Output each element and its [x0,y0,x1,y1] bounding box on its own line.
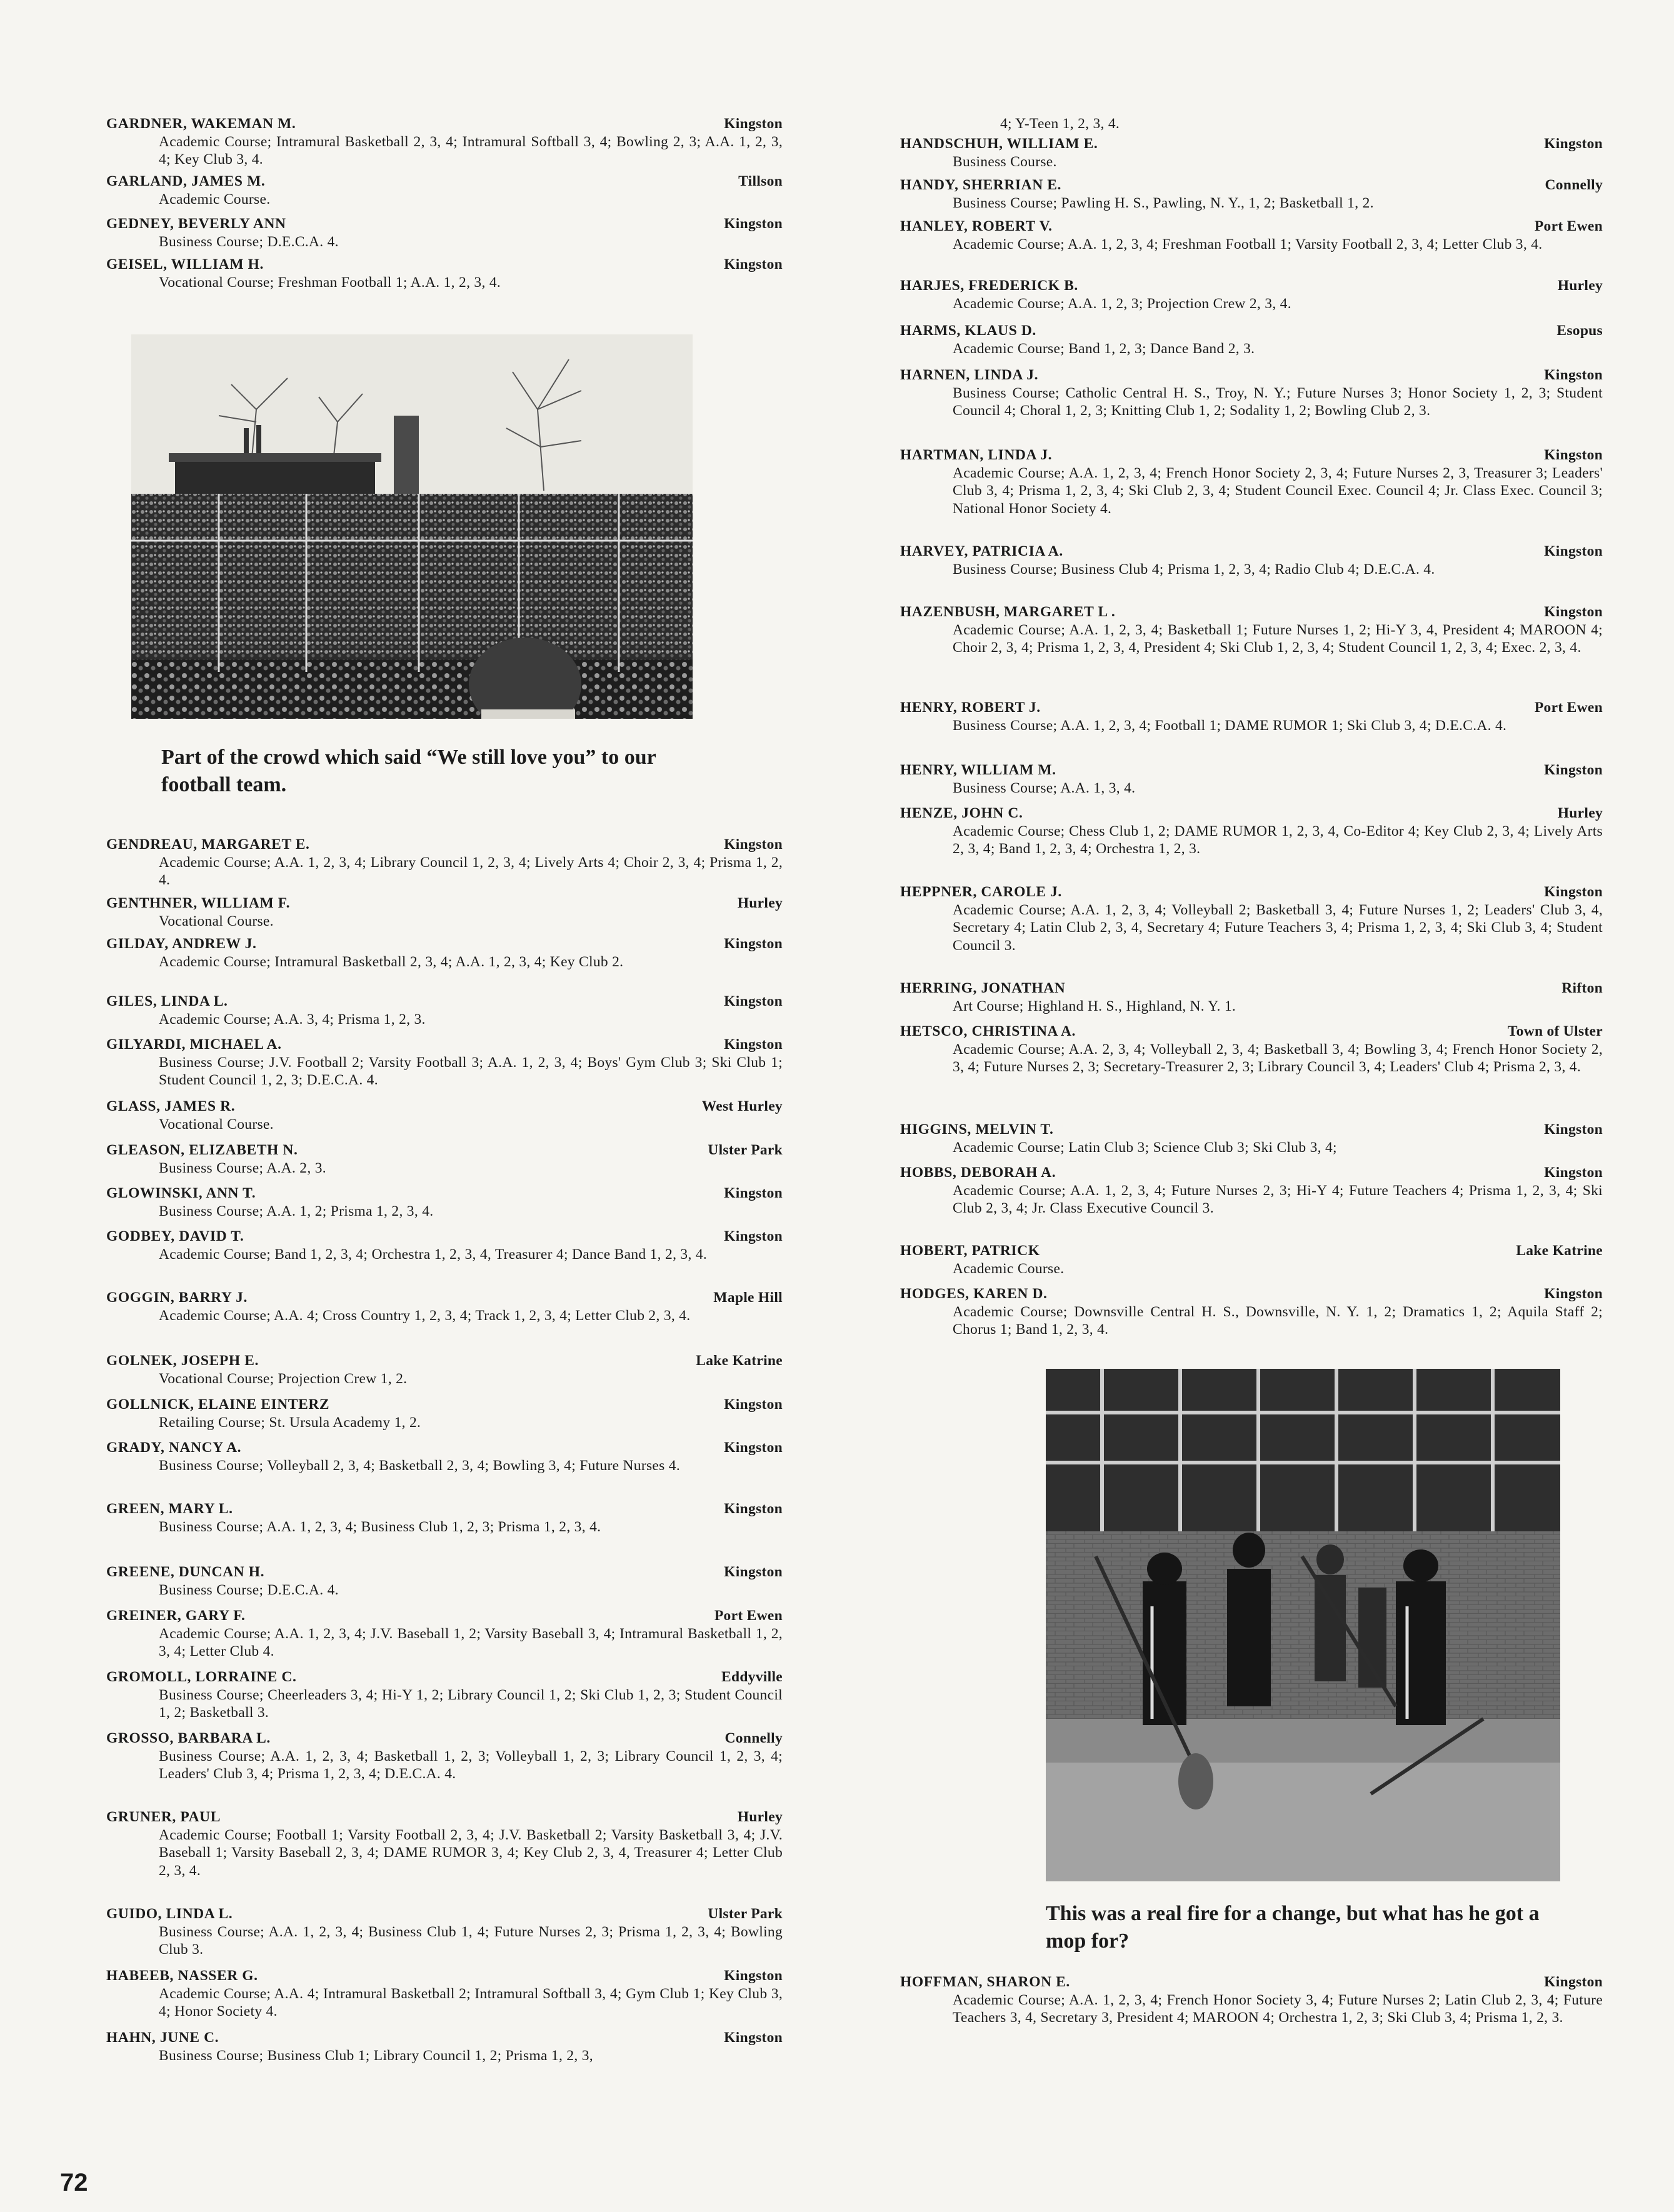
student-entry [106,256,783,291]
student-town: Town of Ulster [1507,1023,1603,1039]
student-activities: Academic Course; A.A. 1, 2, 3, 4; Basketball 1; Future Nurses 1, 2; Hi-Y 3, 4, President 4; MAROON 4; Choir 2, 3, 4; Prisma 1, 2, 3, 4, President 4; Ski Club 1, 2, 3, 4; Student Council 1, 2, 3, 4; Exec. 2, 3, 4. [953,621,1603,656]
student-town: Hurley [737,1809,783,1825]
student-entry [106,1228,783,1263]
student-entry [106,1439,783,1474]
student-name: HARTMAN, LINDA J. [900,447,1053,463]
student-entry [106,1729,783,1783]
student-activities: Academic Course. [159,191,271,208]
fire-parade-photo [1046,1369,1560,1881]
student-town: Kingston [1544,543,1603,559]
student-entry [900,135,1603,171]
student-name: GOLLNICK, ELAINE EINTERZ [106,1396,330,1413]
student-town: Kingston [724,1185,783,1201]
student-name: GARLAND, JAMES M. [106,173,266,189]
student-town: Esopus [1556,323,1603,339]
student-entry [106,1808,783,1879]
student-activities: Vocational Course. [159,913,274,929]
student-activities: Academic Course; Intramural Basketball 2, 3, 4; Intramural Softball 3, 4; Bowling 2, 3; A.A. 1, 2, 3, 4; Key Club 3, 4. [159,133,783,168]
student-name: HARJES, FREDERICK B. [900,278,1078,294]
student-entry [900,979,1603,1015]
student-town: Kingston [724,1228,783,1244]
student-name: HARMS, KLAUS D. [900,323,1036,339]
student-name: HABEEB, NASSER G. [106,1968,258,1984]
student-name: GARDNER, WAKEMAN M. [106,116,296,132]
student-name: HAHN, JUNE C. [106,2029,219,2046]
student-activities: Academic Course; A.A. 1, 2, 3, 4; Volleyball 2; Basketball 3, 4; Future Nurses 1, 2; Leaders' Club 3, 4, Secretary 4; Latin Club 2, 3, 4, Secretary 4; Future Teachers 3, 4; Prisma 1, 2, 3, 4; Ski Club 3, 4; Student Council 3. [953,901,1603,954]
student-town: Kingston [724,2029,783,2046]
student-activities: Business Course; Cheerleaders 3, 4; Hi-Y 1, 2; Library Council 1, 2; Ski Club 1, 2, 3; Student Council 1, 2; Basketball 3. [159,1686,783,1721]
student-town: Lake Katrine [696,1353,783,1369]
student-town: Kingston [724,1439,783,1456]
student-town: Port Ewen [714,1608,783,1624]
student-entry [900,603,1603,657]
student-activities: Academic Course; A.A. 3, 4; Prisma 1, 2, 3. [159,1011,426,1028]
student-town: Kingston [1544,367,1603,383]
student-activities: Academic Course; A.A. 1, 2, 3, 4; Freshman Football 1; Varsity Football 2, 3, 4; Letter Club 3, 4. [953,236,1543,253]
student-name: GODBEY, DAVID T. [106,1228,244,1244]
student-name: HENZE, JOHN C. [900,805,1023,821]
student-entry [900,883,1603,954]
student-entry [900,1121,1603,1156]
student-name: GRADY, NANCY A. [106,1439,242,1456]
student-name: HARNEN, LINDA J. [900,367,1039,383]
student-name: GROMOLL, LORRAINE C. [106,1669,297,1685]
student-activities: Business Course; A.A. 1, 2; Prisma 1, 2, 3, 4. [159,1203,434,1219]
student-entry [900,761,1603,797]
student-activities: Academic Course; A.A. 1, 2, 3, 4; Library Council 1, 2, 3, 4; Lively Arts 4; Choir 2, 3, 4; Prisma 1, 2, 4. [159,854,783,888]
student-town: Kingston [724,1968,783,1984]
student-name: GREEN, MARY L. [106,1501,233,1517]
student-activities: Academic Course; A.A. 1, 2, 3, 4; French Honor Society 3, 4; Future Nurses 2; Latin Club 2, 3, 4; Future Teachers 3, 4, Secretary 3, President 4; MAROON 4; Orchestra 1, 2, 3; Ski Club 3, 4; Prisma 1, 2, 3. [953,1991,1603,2026]
student-town: Hurley [1557,278,1603,294]
student-activities: Academic Course; A.A. 2, 3, 4; Volleyball 2, 3, 4; Basketball 3, 4; Bowling 3, 4; French Honor Society 2, 3, 4; Future Nurses 2, 3; Secretary-Treasurer 2, 3; Library Council 3, 4; Leaders' Club 4; Prisma 2, 3, 4. [953,1041,1603,1075]
student-entry [900,277,1603,313]
student-entry [106,215,783,251]
student-town: Port Ewen [1534,699,1603,716]
student-name: GUIDO, LINDA L. [106,1906,233,1922]
student-town: Kingston [1544,884,1603,900]
student-entry [106,173,783,208]
student-activities: Vocational Course. [159,1116,274,1133]
student-name: HODGES, KAREN D. [900,1286,1048,1302]
student-name: HANLEY, ROBERT V. [900,218,1053,234]
student-name: GROSSO, BARBARA L. [106,1730,271,1746]
student-town: Kingston [724,936,783,952]
student-town: Kingston [724,1036,783,1053]
student-activities: Business Course; D.E.C.A. 4. [159,233,339,250]
student-name: HAZENBUSH, MARGARET L . [900,604,1116,620]
student-activities: Business Course; A.A. 1, 2, 3, 4; Business Club 1, 2, 3; Prisma 1, 2, 3, 4. [159,1518,601,1535]
student-name: GLEASON, ELIZABETH N. [106,1142,298,1158]
student-entry [900,1023,1603,1076]
student-activities: Business Course; A.A. 1, 2, 3, 4; Basketball 1, 2, 3; Volleyball 1, 2, 3; Library Council 1, 2, 3, 4; Leaders' Club 3, 4; Prisma 1, 2, 3, 4; D.E.C.A. 4. [159,1748,783,1782]
student-name: HANDSCHUH, WILLIAM E. [900,136,1098,152]
student-activities: Business Course; Business Club 4; Prisma 1, 2, 3, 4; Radio Club 4; D.E.C.A. 4. [953,561,1435,578]
student-entry [106,1607,783,1661]
student-name: HERRING, JONATHAN [900,980,1066,996]
student-town: Tillson [738,173,783,189]
student-entry [106,836,783,889]
student-activities: Business Course; A.A. 1, 3, 4. [953,779,1136,796]
student-name: GENDREAU, MARGARET E. [106,836,310,853]
student-town: Port Ewen [1534,218,1603,234]
student-name: HARVEY, PATRICIA A. [900,543,1063,559]
student-town: Hurley [737,895,783,911]
student-activities: Academic Course; Latin Club 3; Science Club 3; Ski Club 3, 4; [953,1139,1337,1156]
student-town: Lake Katrine [1516,1243,1603,1259]
student-town: Kingston [724,256,783,273]
student-town: Kingston [724,1564,783,1580]
student-entry [900,543,1603,578]
student-name: GLASS, JAMES R. [106,1098,236,1114]
student-activities: Retailing Course; St. Ursula Academy 1, 2. [159,1414,421,1431]
student-town: West Hurley [701,1098,783,1114]
student-name: GOGGIN, BARRY J. [106,1289,248,1306]
student-town: Eddyville [721,1669,783,1685]
student-name: GRUNER, PAUL [106,1809,221,1825]
student-entry [106,115,783,169]
student-town: Ulster Park [708,1906,783,1922]
student-entry [106,1500,783,1536]
student-name: GILES, LINDA L. [106,993,228,1009]
student-entry [900,366,1603,420]
continuation-text: 4; Y-Teen 1, 2, 3, 4. [1000,116,1120,132]
student-entry [106,894,783,930]
student-town: Maple Hill [713,1289,783,1306]
student-town: Kingston [724,836,783,853]
student-entry [900,1973,1603,2027]
student-name: HIGGINS, MELVIN T. [900,1121,1054,1138]
student-town: Ulster Park [708,1142,783,1158]
student-activities: Academic Course; A.A. 1, 2, 3; Projection Crew 2, 3, 4. [953,295,1291,312]
student-activities: Academic Course; Downsville Central H. S., Downsville, N. Y. 1, 2; Dramatics 1, 2; Aquila Staff 2; Chorus 1; Band 1, 2, 3, 4. [953,1303,1603,1338]
student-town: Kingston [1544,447,1603,463]
crowd-photo [131,334,693,719]
student-name: HETSCO, CHRISTINA A. [900,1023,1076,1039]
student-activities: Academic Course; A.A. 1, 2, 3, 4; French Honor Society 2, 3, 4; Future Nurses 2, 3, Treasurer 3; Leaders' Club 3, 4; Prisma 1, 2, 3, 4; Ski Club 2, 3, 4; Student Council Exec. Council 4; Jr. Class Exec. Council 3; National Honor Society 4. [953,464,1603,517]
student-name: GLOWINSKI, ANN T. [106,1185,256,1201]
student-entry [106,935,783,971]
student-entry [106,1036,783,1089]
student-name: HOBERT, PATRICK [900,1243,1040,1259]
student-activities: Business Course; A.A. 2, 3. [159,1159,326,1176]
entry-continuation [948,115,1573,133]
crowd-photo-caption: Part of the crowd which said “We still love you” to our football team. [161,746,656,796]
student-name: HEPPNER, CAROLE J. [900,884,1062,900]
student-activities: Business Course; Volleyball 2, 3, 4; Basketball 2, 3, 4; Bowling 3, 4; Future Nurses 4. [159,1457,681,1474]
student-town: Connelly [724,1730,783,1746]
student-activities: Vocational Course; Freshman Football 1; A.A. 1, 2, 3, 4. [159,274,501,291]
student-town: Hurley [1557,805,1603,821]
student-town: Connelly [1545,177,1603,193]
student-entry [106,1352,783,1388]
student-town: Kingston [1544,604,1603,620]
student-name: GREINER, GARY F. [106,1608,246,1624]
student-activities: Business Course; J.V. Football 2; Varsity Football 3; A.A. 1, 2, 3, 4; Boys' Gym Club 3; Ski Club 1; Student Council 1, 2, 3; D.E.C.A. 4. [159,1054,783,1088]
student-entry [900,1164,1603,1218]
student-town: Kingston [1544,762,1603,778]
student-entry [900,1285,1603,1339]
student-activities: Vocational Course; Projection Crew 1, 2. [159,1370,408,1387]
student-activities: Business Course; D.E.C.A. 4. [159,1581,339,1598]
student-entry [106,1967,783,2021]
student-entry [106,1289,783,1324]
student-town: Kingston [724,116,783,132]
student-activities: Academic Course; Band 1, 2, 3, 4; Orchestra 1, 2, 3, 4, Treasurer 4; Dance Band 1, 2, 3, 4. [159,1246,708,1263]
student-entry [106,1905,783,1959]
page-number: 72 [60,2169,88,2196]
student-activities: Business Course; A.A. 1, 2, 3, 4; Football 1; DAME RUMOR 1; Ski Club 3, 4; D.E.C.A. 4. [953,717,1507,734]
student-name: HOBBS, DEBORAH A. [900,1164,1056,1181]
student-town: Kingston [724,216,783,232]
student-activities: Academic Course; Band 1, 2, 3; Dance Band 2, 3. [953,340,1255,357]
student-town: Kingston [1544,1974,1603,1990]
student-activities: Academic Course; Intramural Basketball 2, 3, 4; A.A. 1, 2, 3, 4; Key Club 2. [159,953,624,970]
student-activities: Academic Course; A.A. 4; Cross Country 1, 2, 3, 4; Track 1, 2, 3, 4; Letter Club 2, 3, 4. [159,1307,691,1324]
student-entry [106,1563,783,1599]
student-activities: Business Course; Catholic Central H. S., Troy, N. Y.; Future Nurses 3; Honor Society 1, 2, 3; Student Council 4; Choral 1, 2, 3; Knitting Club 1, 2; Sodality 1, 2; Bowling Club 2, 3. [953,384,1603,419]
student-entry [900,699,1603,734]
student-name: GILYARDI, MICHAEL A. [106,1036,282,1053]
student-activities: Academic Course; A.A. 1, 2, 3, 4; Future Nurses 2, 3; Hi-Y 4; Future Teachers 4; Prisma 1, 2, 3, 4; Ski Club 2, 3, 4; Jr. Class Executive Council 3. [953,1182,1603,1216]
student-entry [106,1184,783,1220]
student-town: Kingston [1544,136,1603,152]
student-activities: Business Course; A.A. 1, 2, 3, 4; Business Club 1, 4; Future Nurses 2, 3; Prisma 1, 2, 3, 4; Bowling Club 3. [159,1923,783,1958]
student-activities: Business Course. [953,153,1057,170]
student-activities: Academic Course; Football 1; Varsity Football 2, 3, 4; J.V. Basketball 2; Varsity Basketball 3, 4; J.V. Baseball 1; Varsity Baseball 2, 3, 4; DAME RUMOR 3, 4; Key Club 2, 3, 4, Treasurer 4; Letter Club 2, 3, 4. [159,1826,783,1879]
student-activities: Academic Course; A.A. 4; Intramural Basketball 2; Intramural Softball 3, 4; Gym Club 1; Key Club 3, 4; Honor Society 4. [159,1985,783,2019]
student-entry [900,176,1603,212]
student-entry [106,2029,783,2064]
student-town: Kingston [1544,1286,1603,1302]
student-activities: Business Course; Pawling H. S., Pawling, N. Y., 1, 2; Basketball 1, 2. [953,194,1374,211]
student-name: GILDAY, ANDREW J. [106,936,257,952]
student-entry [106,993,783,1028]
student-entry [900,446,1603,518]
student-activities: Academic Course. [953,1260,1065,1277]
student-entry [106,1141,783,1177]
student-town: Kingston [1544,1121,1603,1138]
student-activities: Art Course; Highland H. S., Highland, N. Y. 1. [953,998,1236,1014]
student-entry [106,1668,783,1722]
student-entry [106,1098,783,1133]
student-entry [900,1242,1603,1278]
student-town: Kingston [724,1396,783,1413]
student-name: HANDY, SHERRIAN E. [900,177,1062,193]
student-name: GENTHNER, WILLIAM F. [106,895,291,911]
student-town: Kingston [724,1501,783,1517]
student-entry [900,218,1603,253]
student-name: GOLNEK, JOSEPH E. [106,1353,259,1369]
student-entry [900,804,1603,858]
student-name: HOFFMAN, SHARON E. [900,1974,1070,1990]
student-activities: Academic Course; A.A. 1, 2, 3, 4; J.V. Baseball 1, 2; Varsity Baseball 3, 4; Intramural Basketball 1, 2, 3, 4; Letter Club 4. [159,1625,783,1659]
student-town: Rifton [1561,980,1603,996]
student-name: HENRY, ROBERT J. [900,699,1041,716]
student-entry [900,322,1603,358]
fire-photo-caption: This was a real fire for a change, but what has he got a mop for? [1046,1902,1540,1953]
student-name: HENRY, WILLIAM M. [900,762,1056,778]
student-activities: Academic Course; Chess Club 1, 2; DAME RUMOR 1, 2, 3, 4, Co-Editor 4; Key Club 2, 3, 4; Lively Arts 2, 3, 4; Band 1, 2, 3, 4; Orchestra 1, 2, 3. [953,823,1603,857]
student-name: GEDNEY, BEVERLY ANN [106,216,286,232]
student-name: GREENE, DUNCAN H. [106,1564,265,1580]
student-town: Kingston [724,993,783,1009]
student-name: GEISEL, WILLIAM H. [106,256,264,273]
student-activities: Business Course; Business Club 1; Library Council 1, 2; Prisma 1, 2, 3, [159,2047,593,2064]
student-entry [106,1396,783,1431]
student-town: Kingston [1544,1164,1603,1181]
